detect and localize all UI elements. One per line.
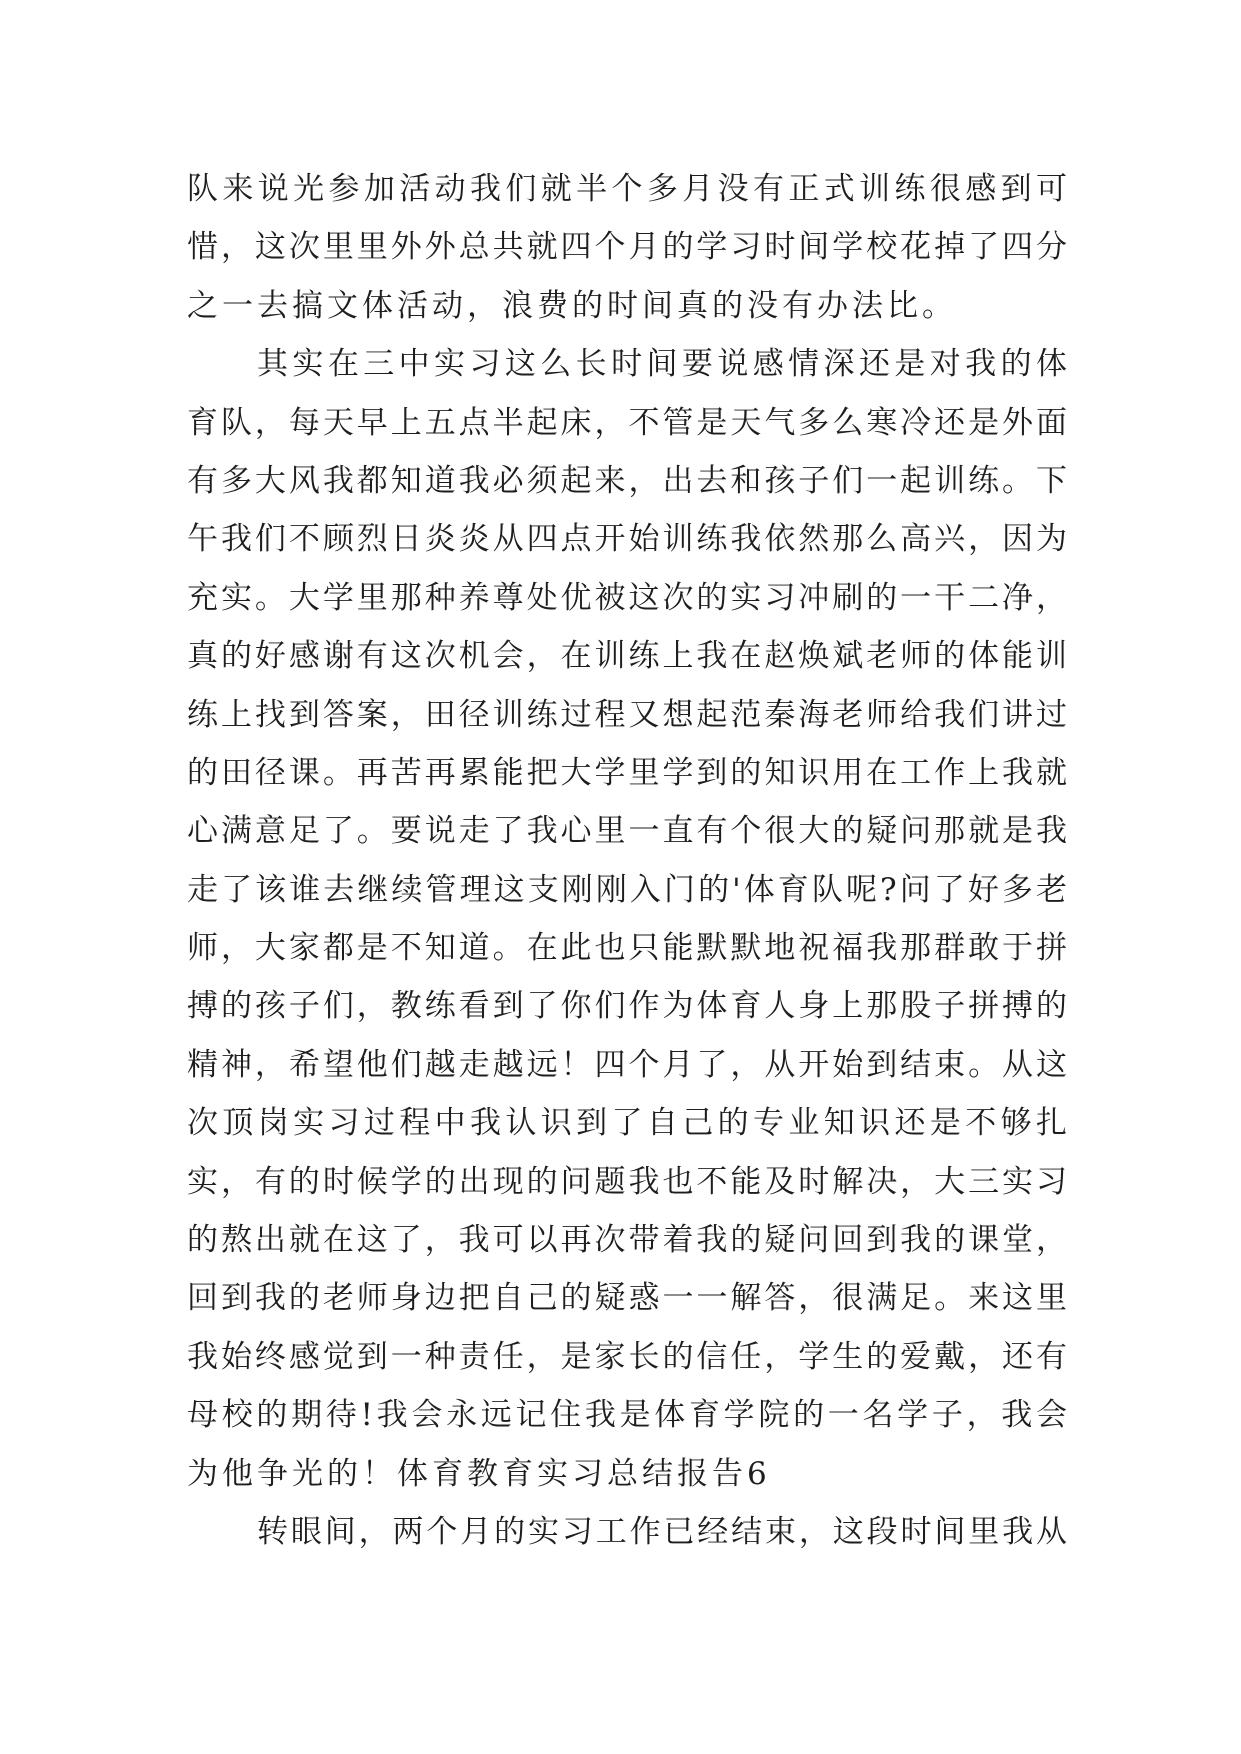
text-line: 实，有的时候学的出现的问题我也不能及时解决，大三实习 <box>187 1163 1067 1200</box>
text-line: 练上找到答案，田径训练过程又想起范秦海老师给我们讲过 <box>187 696 1067 733</box>
text-line: 充实。大学里那种养尊处优被这次的实习冲刷的一干二净， <box>187 579 1067 616</box>
text-line: 队来说光参加活动我们就半个多月没有正式训练很感到可 <box>187 171 1067 207</box>
text-line: 之一去搞文体活动，浪费的时间真的没有办法比。 <box>187 287 957 324</box>
text-line: 精神，希望他们越走越远！四个月了，从开始到结束。从这 <box>187 1046 1067 1083</box>
paragraph-first-line: 转眼间，两个月的实习工作已经结束，这段时间里我从 <box>257 1513 1067 1550</box>
text-line: 我始终感觉到一种责任，是家长的信任，学生的爱戴，还有 <box>187 1338 1067 1375</box>
text-line: 的熬出就在这了，我可以再次带着我的疑问回到我的课堂， <box>187 1222 1067 1259</box>
text-line: 真的好感谢有这次机会，在训练上我在赵焕斌老师的体能训 <box>187 638 1067 675</box>
text-line: 惜，这次里里外外总共就四个月的学习时间学校花掉了四分 <box>187 229 1067 266</box>
text-line: 走了该谁去继续管理这支刚刚入门的'体育队呢?问了好多老 <box>187 871 1067 908</box>
text-line: 搏的孩子们，教练看到了你们作为体育人身上那股子拼搏的 <box>187 988 1067 1025</box>
text-line: 师，大家都是不知道。在此也只能默默地祝福我那群敢于拼 <box>187 930 1067 967</box>
text-line: 心满意足了。要说走了我心里一直有个很大的疑问那就是我 <box>187 813 1067 850</box>
text-line: 育队，每天早上五点半起床，不管是天气多么寒冷还是外面 <box>187 404 1067 441</box>
text-line: 母校的期待!我会永远记住我是体育学院的一名学子，我会 <box>187 1397 1067 1434</box>
body-text <box>187 160 1067 1561</box>
text-line: 午我们不顾烈日炎炎从四点开始训练我依然那么高兴，因为 <box>187 521 1067 558</box>
text-line: 的田径课。再苦再累能把大学里学到的知识用在工作上我就 <box>187 754 1067 791</box>
text-line: 为他争光的！体育教育实习总结报告6 <box>187 1455 771 1492</box>
text-line: 有多大风我都知道我必须起来，出去和孩子们一起训练。下 <box>187 462 1067 499</box>
text-line: 回到我的老师身边把自己的疑惑一一解答，很满足。来这里 <box>187 1280 1067 1317</box>
paragraph-first-line: 其实在三中实习这么长时间要说感情深还是对我的体 <box>257 346 1067 383</box>
text-line: 次顶岗实习过程中我认识到了自己的专业知识还是不够扎 <box>187 1105 1067 1142</box>
